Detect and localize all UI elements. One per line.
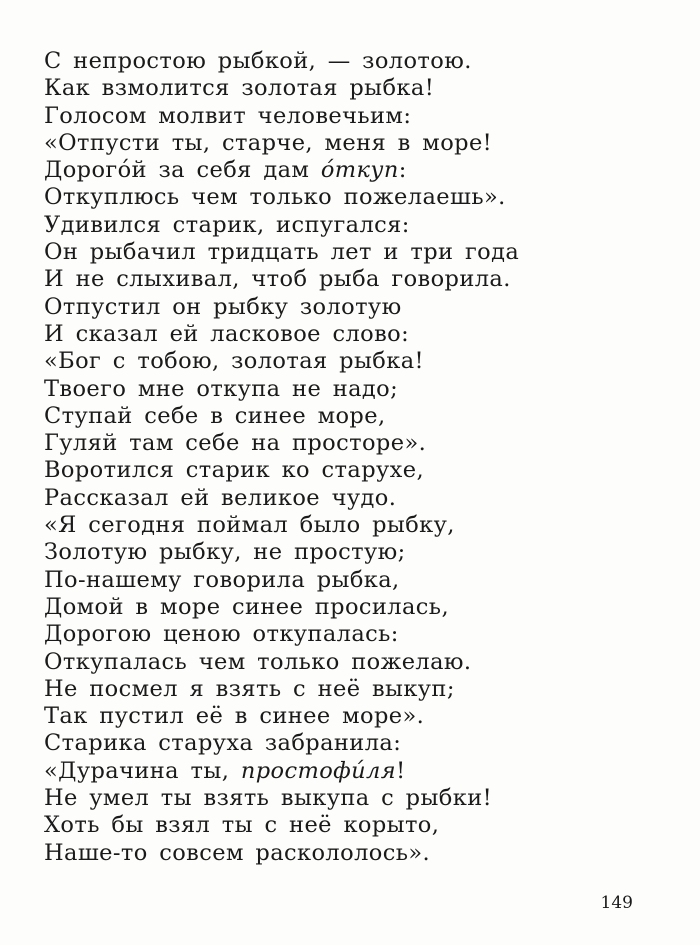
poem-line: Отпустил он рыбку золотую — [44, 293, 402, 320]
poem-line: Ступай себе в синее море, — [44, 402, 386, 429]
poem-line: «Я сегодня поймал было рыбку, — [44, 512, 455, 539]
poem-line: «Бог с тобою, золотая рыбка! — [44, 348, 424, 375]
poem-line: Старика старуха забранила: — [44, 730, 402, 757]
poem-line: Дорого́й за себя дам о́ткуп: — [44, 157, 407, 184]
poem-line: «Отпусти ты, старче, меня в море! — [44, 129, 493, 156]
poem-line: По-нашему говорила рыбка, — [44, 566, 400, 593]
page-number: 149 — [600, 893, 633, 913]
poem-text — [44, 48, 519, 867]
poem-line: Рассказал ей великое чудо. — [44, 484, 397, 511]
poem-line: С непростою рыбкой, — золотою. — [44, 48, 472, 74]
poem-line: Удивился старик, испугался: — [44, 211, 410, 238]
poem-line: Наше-то совсем раскололось». — [44, 839, 431, 866]
poem-line: Он рыбачил тридцать лет и три года — [44, 239, 520, 266]
poem-line: Так пустил её в синее море». — [44, 703, 425, 730]
poem-line: Твоего мне откупа не надо; — [44, 375, 399, 402]
poem-line: Как взмолится золотая рыбка! — [44, 75, 435, 102]
poem-line: Откупалась чем только пожелаю. — [44, 648, 472, 675]
poem-line: И сказал ей ласковое слово: — [44, 320, 410, 347]
poem-line: Золотую рыбку, не простую; — [44, 539, 406, 566]
poem-line: Голосом молвит человечьим: — [44, 102, 412, 129]
poem-line: Гуляй там себе на просторе». — [44, 430, 427, 457]
poem-line: Не умел ты взять выкупа с рыбки! — [44, 785, 493, 812]
poem-line: «Дурачина ты, простофи́ля! — [44, 757, 406, 784]
poem-line: Не посмел я взять с неё выкуп; — [44, 675, 455, 702]
poem-line: Воротился старик ко старухе, — [44, 457, 425, 484]
poem-line: Домой в море синее просилась, — [44, 593, 450, 620]
poem-line: Хоть бы взял ты с неё корыто, — [44, 812, 440, 839]
italic-word: о́ткуп — [320, 157, 399, 184]
poem-line: И не слыхивал, чтоб рыба говорила. — [44, 266, 511, 293]
poem-line: Откуплюсь чем только пожелаешь». — [44, 184, 506, 211]
italic-word: простофи́ля — [240, 757, 397, 784]
poem-line: Дорогою ценою откупалась: — [44, 621, 399, 648]
